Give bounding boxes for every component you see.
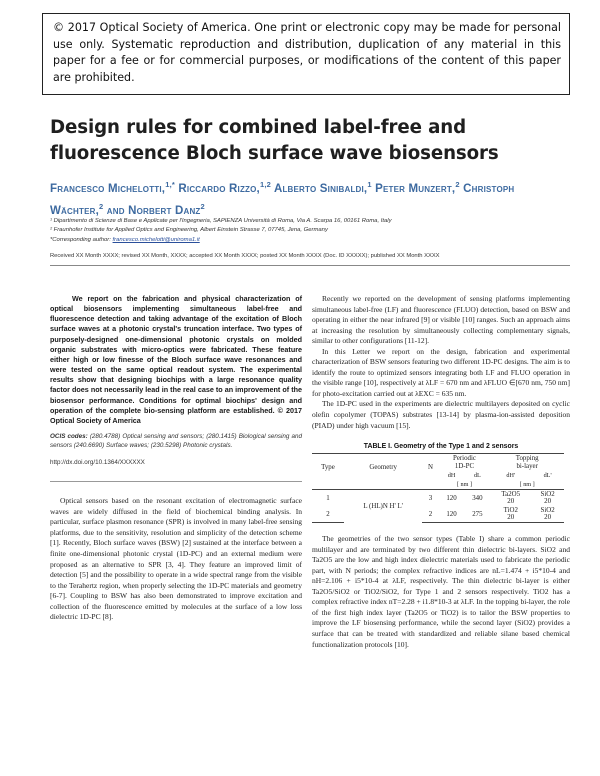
right-column (312, 294, 570, 650)
table-row (312, 490, 564, 507)
table-unit-row (312, 480, 564, 490)
body-paragraph: Recently we reported on the development of sensing platforms implementing simultaneous label-free (LF) and fluorescence (FLUO) detection, based on BSW and operating in either the near infrared [9] or visible [10] ranges. Such an approach aims at increasing the resolution by simultaneously collecting complementary signals, similar to other configurations [11-12]. (312, 294, 570, 346)
table-caption: TABLE I. Geometry of the Type 1 and 2 sensors (363, 443, 519, 451)
received-dates: Received XX Month XXXX; revised XX Month, XXXX; accepted XX Month XXXX; posted XX Month XXXX (Doc. ID XXXXX); published XX Month XXXX (50, 253, 440, 259)
table-cell: 2 (312, 506, 344, 523)
author: Alberto Sinibaldi,$^1$ (273, 180, 372, 195)
table-header: dH (447, 472, 456, 480)
author: and Norbert Danz$^2$ (106, 202, 205, 217)
table-cell: 1 (326, 494, 330, 502)
author-list (50, 176, 570, 220)
table-header: dL' (543, 472, 552, 480)
body-paragraph: In this Letter we report on the design, fabrication and experimental characterization of BSW sensors featuring two different 1D-PC designs. The aim is to identify the route to optimized sensors integrating both LF and FLUO operation in the visible range [10], respectively at λLF = 670 nm and λFLUO ∈[670 nm, 750 nm] for photo-excitation carried out at λEXC = 635 nm. (312, 346, 570, 398)
corresponding-author: *Corresponding author: francesco.michelotti@uniroma1.it (50, 236, 200, 243)
geometry-table (312, 453, 564, 523)
abstract: We report on the fabrication and physical characterization of optical biosensors implementing simultaneous label-free and fluorescence detection and taking advantage of the excitation of Bloch surface waves at a photonic crystal's truncation interface. Two types of purposely-designed one-dimensional photonic crystals on molded organic substrates with micro-optics were fabricated. These feature either high or low finesse of the Bloch surface wave resonances and were tested on the same optical readout system. The experimental results show that designing biochips with a large resonance quality factor does not necessarily lead in the real case to an improvement of the biosensor performance. Conditions for optimal biochips' design and operation of the complete bio-sensing platform are established. © 2017 Optical Society of America (50, 294, 302, 425)
table-header: Type (312, 454, 344, 481)
intro-paragraph: Optical sensors based on the resonant excitation of electromagnetic surface waves are widely diffused in the field of biochemical binding analysis. In particular, surface plasmon resonance (SPR) is involved in many label-free sensing platforms, due to the sensitivity, resolution and simplicity of the detection scheme [1]. Recently, Bloch surface waves (BSW) [2] sustained at the interface between a finite one-dimensional photonic crystal (1D-PC) and an external medium were proposed as an alternative to SPR [3, 4]. They feature an improved limit of detection [5] and the possibility to operate in a wide spectral range from the visible to the Terahertz region, when properly selecting the 1D-PC materials and geometry [6-7]. Coupling to BSW has also been demonstrated to improve excitation and collection of the fluorescence emitted by molecules at the surface of a low loss dielectric 1D-PC [8]. (50, 496, 302, 622)
header-rule (50, 265, 570, 266)
table-cell: 340 (472, 494, 483, 502)
table-cell: SiO2 20 (540, 491, 555, 506)
author: Francesco Michelotti,$^{1,*}$ (50, 180, 175, 195)
table-cell: L (HL)N H' L' (363, 502, 403, 510)
paper-title: Design rules for combined label-free and fluorescence Bloch surface wave biosensors (50, 117, 499, 164)
copyright-notice: © 2017 Optical Society of America. One print or electronic copy may be made for personal use only. Systematic reproduction and distribution, duplication of any material in this paper for a fee or for commercial purposes, or modifications of the content of this paper are prohibited. (42, 13, 570, 95)
table-header: Topping bi-layer (490, 454, 564, 472)
body-paragraph: The geometries of the two sensor types (Table I) share a common periodic multilayer and are terminated by two different thin dielectric bi-layers. SiO2 and Ta2O5 are the low and high index dielectric materials used to fabricate the periodic part, with N periods; the complex refractive indices are nL=1.474 + i5*10-4 and nH=2.106 + i5*10-4 at λLF, respectively. The thin dielectric bi-layer is either Ta2O5/SiO2 or TiO2/SiO2, for Type 1 and 2 sensors respectively. TiO2 has a complex refractive index nT=2.28 + i1.8*10-3 at λLF. In the topping bi-layer, the role of the first high index layer (Ta2O5 or TiO2) is to tailor the BSW properties to improve the LF biosensing performance, while the second layer (SiO2) provides a surface that can be treated with standardized and reliable silane based chemical functionalization protocols [10]. (312, 534, 570, 649)
author: Christoph Wächter,$^2$ (50, 183, 515, 217)
table-cell: [ nm ] (490, 480, 564, 490)
author-email-link[interactable]: francesco.michelotti@uniroma1.it (112, 236, 200, 243)
ocis-codes: OCIS codes: (280.4788) Optical sensing and sensors; (280.1415) Biological sensing and sensors (240.6690) Surface waves; (230.5298) Photonic crystals. (50, 433, 302, 449)
table-header: Periodic 1D-PC (439, 454, 491, 472)
affiliations (50, 217, 570, 245)
table-cell: 275 (464, 506, 490, 523)
table-header-row (312, 454, 564, 472)
table-header: dL (473, 472, 481, 480)
author: Peter Munzert,$^2$ (375, 180, 460, 195)
table-cell: SiO2 20 (531, 506, 564, 523)
table-header: N (422, 454, 438, 481)
doi-link[interactable]: http://dx.doi.org/10.1364/XXXXXX (50, 459, 145, 467)
table-cell: TiO2 20 (490, 506, 531, 523)
affiliation-1: ¹ Dipartimento di Scienze di Base e Applicate per l'Ingegneria, SAPIENZA Università di Roma, Via A. Scarpa 16, 00161 Roma, Italy (50, 218, 392, 224)
section-divider (50, 481, 302, 482)
left-column (50, 294, 302, 623)
affiliation-2: ² Fraunhofer Institute for Applied Optics and Engineering, Albert Einstein Strasse 7, 07745, Jena, Germany (50, 227, 328, 234)
table-cell: 120 (439, 506, 465, 523)
table-cell: 3 (428, 494, 433, 502)
table-header: dH' (506, 472, 516, 480)
table-cell: Ta2O5 20 (501, 491, 521, 506)
table-cell: [ nm ] (439, 480, 491, 490)
table-cell: 120 (446, 494, 457, 502)
body-paragraph: The 1D-PC used in the experiments are dielectric multilayers deposited on cyclic olefin copolymer (TOPAS) substrates [13-14] by plasma-ion-assisted deposition (PIAD) under high vacuum [15]. (312, 399, 570, 430)
author: Riccardo Rizzo,$^{1,2}$ (178, 180, 271, 195)
table-cell: 2 (422, 506, 438, 523)
table-header: Geometry (344, 454, 423, 481)
